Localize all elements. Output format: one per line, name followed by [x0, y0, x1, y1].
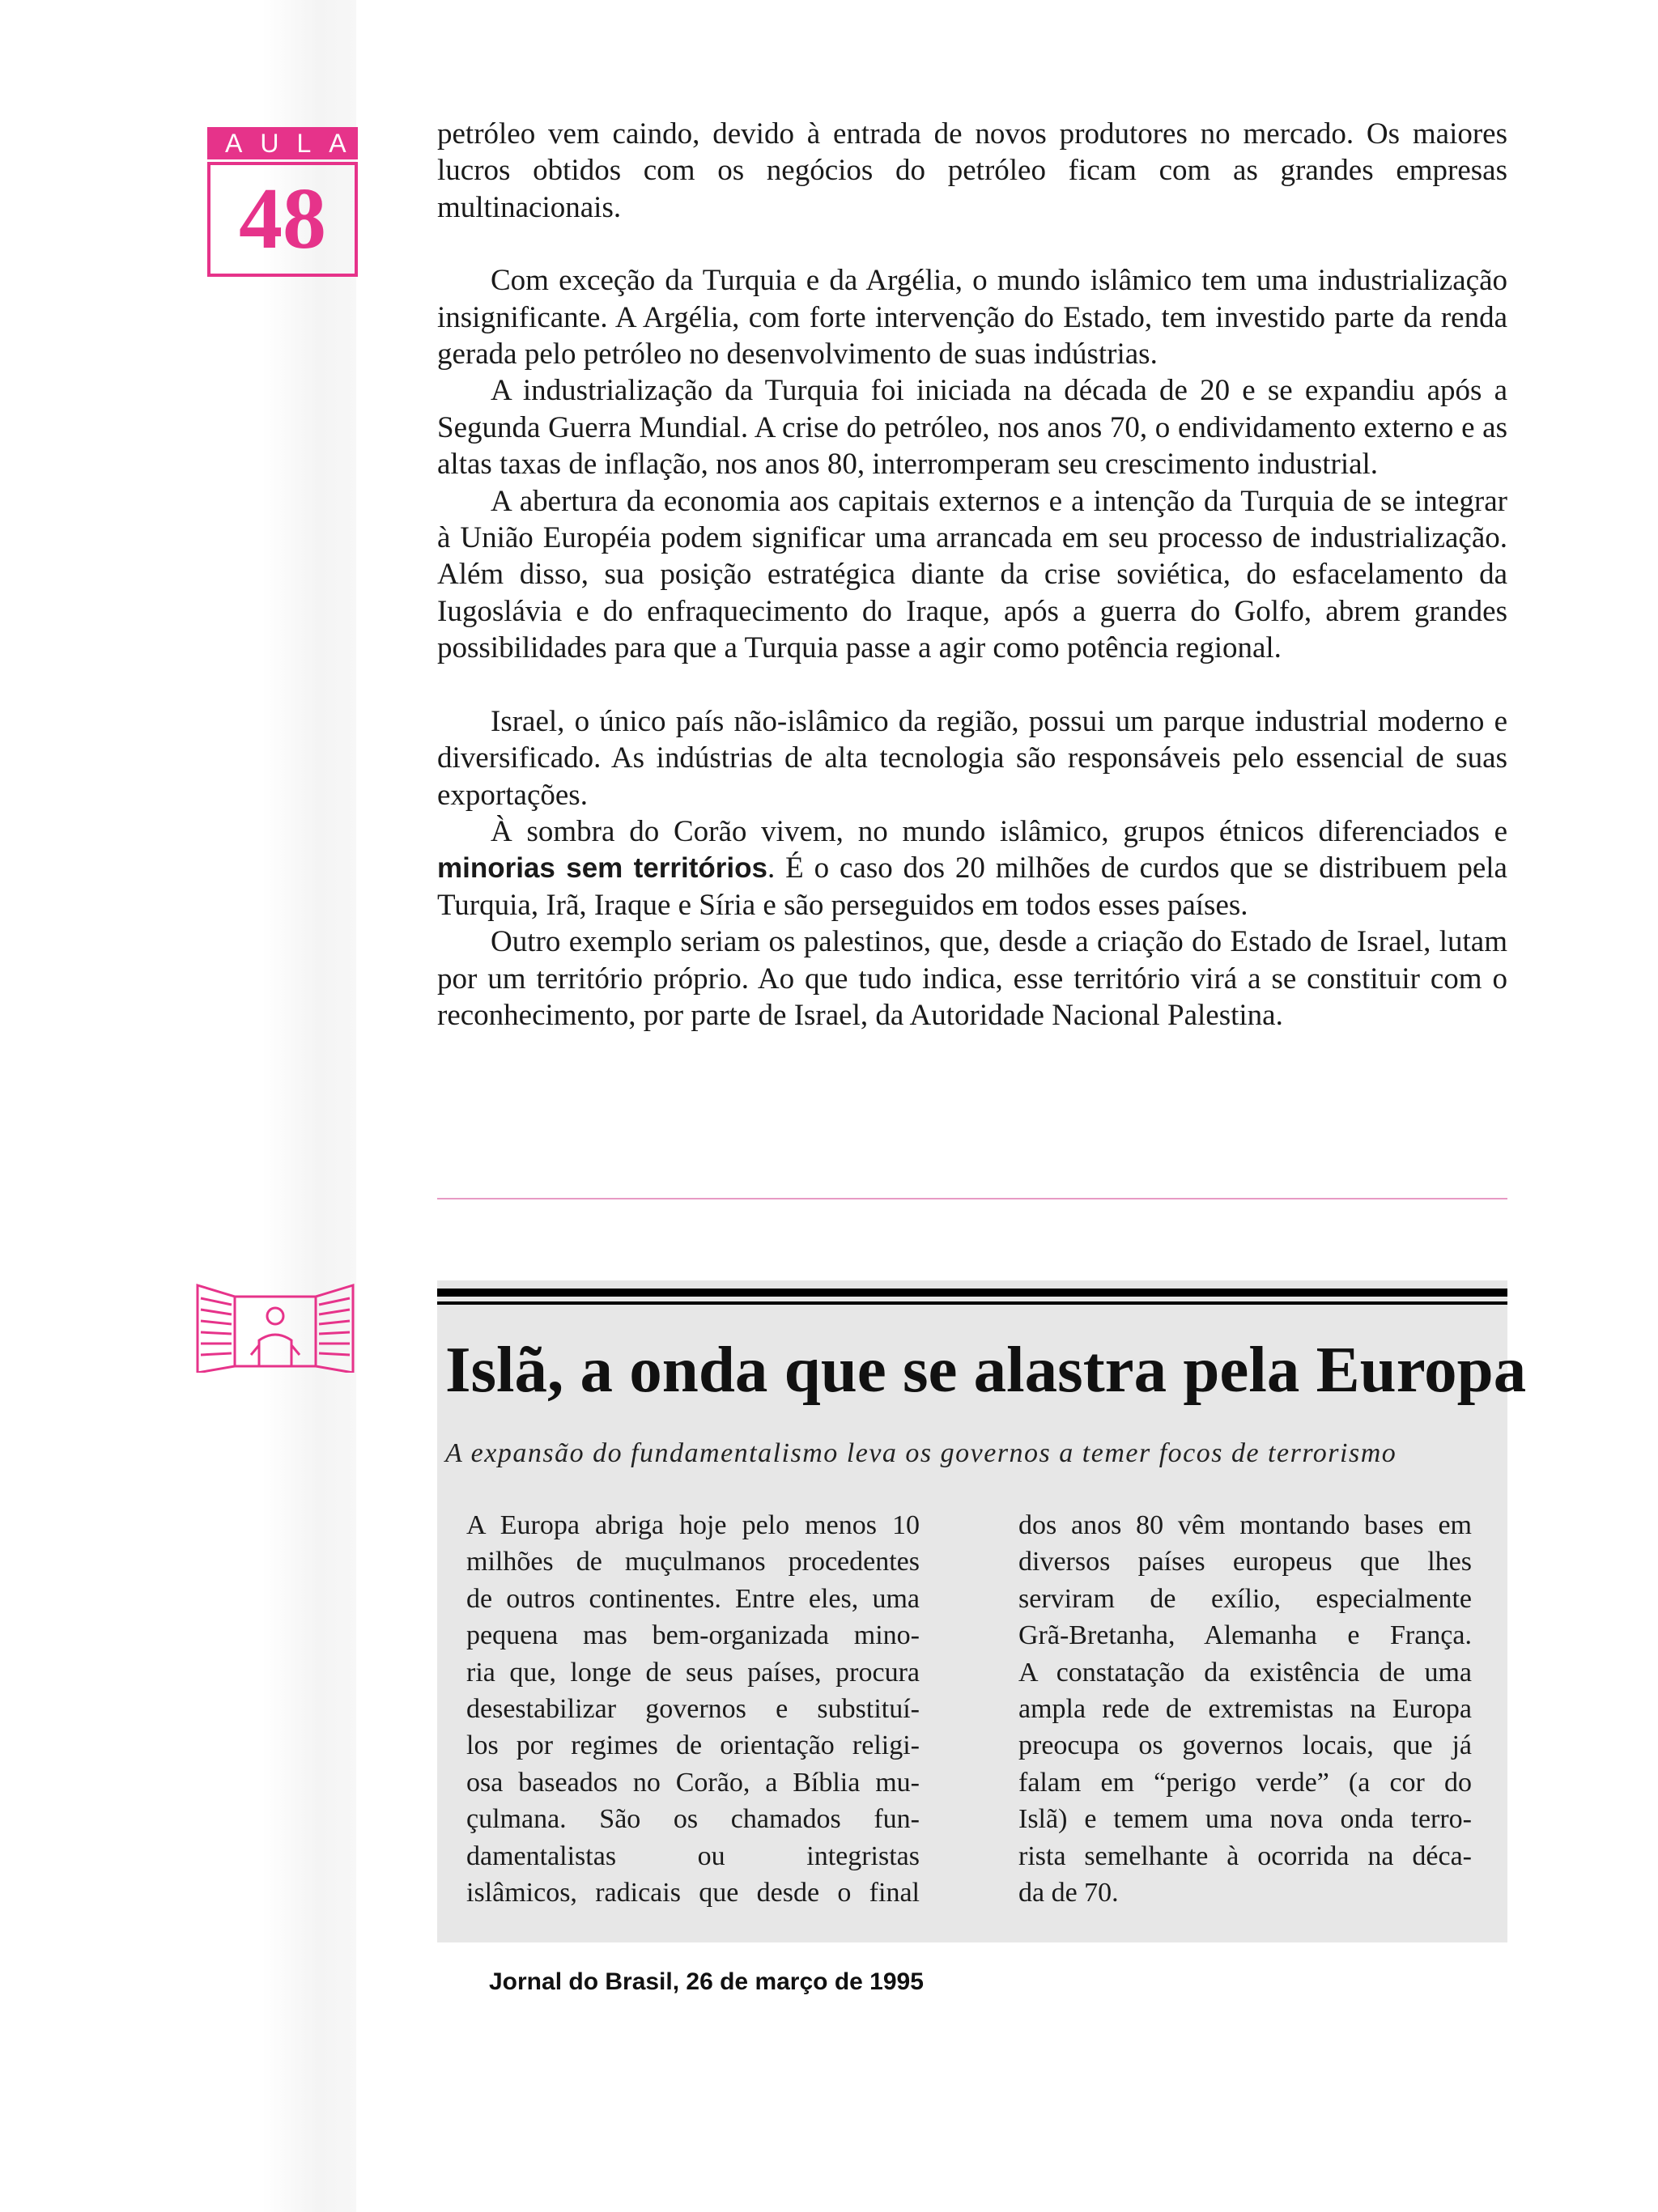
paragraph-6-end: . É o caso dos 20 milhões de curdos que se distribuem pela Turquia, Irã, Iraque e Síria e são perseguidos em todos esses países.: [437, 851, 1507, 922]
news-line: Islã) e temem uma nova onda terro-: [1018, 1804, 1472, 1835]
news-line: Grã-Bretanha, Alemanha e França.: [1018, 1620, 1472, 1651]
news-source: Jornal do Brasil, 26 de março de 1995: [489, 1968, 924, 1995]
news-clipping: [437, 1280, 1527, 1942]
news-line: rista semelhante à ocorrida na déca-: [1018, 1841, 1472, 1871]
top-rule-thin: [437, 1301, 1507, 1305]
section-divider: [437, 1198, 1507, 1199]
news-line: pequena mas bem-organizada mino-: [466, 1620, 920, 1651]
news-line: çulmana. São os chamados fun-: [466, 1804, 920, 1835]
news-line: los por regimes de orientação religi-: [466, 1730, 920, 1761]
news-line: milhões de muçulmanos procedentes: [466, 1547, 920, 1577]
news-line: A Europa abriga hoje pelo menos 10: [466, 1510, 920, 1540]
news-line: A constatação da existência de uma: [1018, 1657, 1472, 1688]
paragraph-5: Israel, o único país não-islâmico da região, possui um parque industrial moderno e diversificado. As indústrias de alta tecnologia são responsáveis pelo essencial de suas exportações.: [437, 704, 1507, 812]
lesson-number: 48: [207, 162, 358, 277]
news-subheadline: A expansão do fundamentalismo leva os governos a temer focos de terrorismo: [445, 1438, 1397, 1468]
news-line: ria que, longe de seus países, procura: [466, 1657, 920, 1688]
paragraph-1: petróleo vem caindo, devido à entrada de novos produtores no mercado. Os maiores lucros obtidos com os negócios do petróleo ficam com as grandes empresas multinacionais.: [437, 117, 1507, 224]
main-text: [437, 116, 1507, 1034]
news-line: dos anos 80 vêm montando bases em: [1018, 1510, 1472, 1540]
open-window-person-icon: [194, 1282, 356, 1373]
news-line: osa baseados no Corão, a Bíblia mu-: [466, 1767, 920, 1798]
news-line: falam em “perigo verde” (a cor do: [1018, 1767, 1472, 1798]
key-term: minorias sem territórios: [437, 852, 767, 885]
lesson-label: AULA: [207, 127, 358, 159]
paragraph-4: A abertura da economia aos capitais externos e a intenção da Turquia de se integrar à União Européia podem significar uma arrancada em seu processo de industrialização. Além disso, sua posição estratégica diante da crise soviética, do esfacelamento da Iugoslávia e do enfraquecimento do Iraque, após a guerra do Golfo, abrem grandes possibilidades para que a Turquia passe a agir como potência regional.: [437, 484, 1507, 665]
news-line: serviram de exílio, especialmente: [1018, 1583, 1472, 1614]
margin-shade: [262, 0, 356, 2212]
paragraph-3: A industrialização da Turquia foi iniciada na década de 20 e se expandiu após a Segunda Guerra Mundial. A crise do petróleo, nos anos 70, o endividamento externo e as altas taxas de inflação, nos anos 80, interromperam seu crescimento industrial.: [437, 374, 1507, 482]
news-line: de outros continentes. Entre eles, uma: [466, 1583, 920, 1614]
paragraph-6: [437, 813, 1507, 923]
news-column-left: [466, 1507, 920, 1911]
paragraph-2: Com exceção da Turquia e da Argélia, o mundo islâmico tem uma industrialização insignificante. A Argélia, com forte intervenção do Estado, tem investido parte da renda gerada pelo petróleo no desenvolvimento de suas indústrias.: [437, 264, 1507, 371]
news-column-right: [1018, 1507, 1472, 1911]
news-line: diversos países europeus que lhes: [1018, 1547, 1472, 1577]
paragraph-7: Outro exemplo seriam os palestinos, que, desde a criação do Estado de Israel, lutam por um território próprio. Ao que tudo indica, esse território virá a se constituir com o reconhecimento, por parte de Israel, da Autoridade Nacional Palestina.: [437, 925, 1507, 1032]
paragraph-6-start: À sombra do Corão vivem, no mundo islâmico, grupos étnicos diferenciados e: [491, 814, 1507, 848]
news-line: desestabilizar governos e substituí-: [466, 1694, 920, 1725]
news-line: damentalistas ou integristas: [466, 1841, 920, 1871]
news-line: ampla rede de extremistas na Europa: [1018, 1694, 1472, 1725]
news-line: preocupa os governos locais, que já: [1018, 1730, 1472, 1761]
news-line: da de 70.: [1018, 1878, 1119, 1908]
news-headline: Islã, a onda que se alastra pela Europa: [445, 1333, 1527, 1406]
top-rule: [437, 1289, 1507, 1297]
news-line: islâmicos, radicais que desde o final: [466, 1878, 920, 1908]
